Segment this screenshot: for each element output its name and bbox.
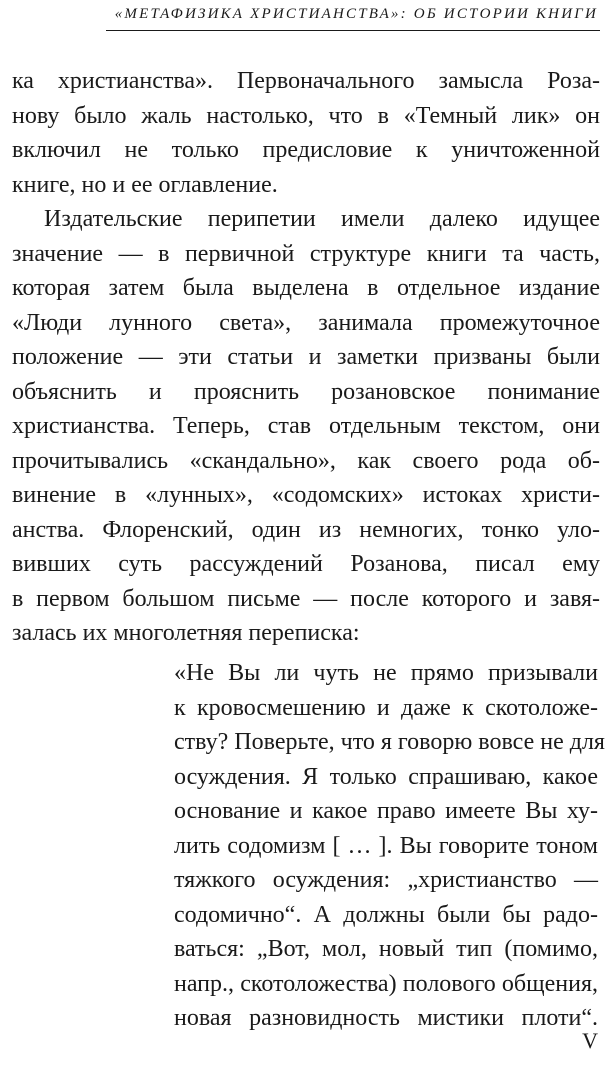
quote-line: лить содомизм [ … ]. Вы говорите тоном <box>174 832 598 859</box>
text-line: включил не только предисловие к уничтоженной <box>12 137 600 163</box>
text-line: христианства. Теперь, став отдельным текстом, они <box>12 413 600 439</box>
text-line: которая затем была выделена в отдельное издание <box>12 275 600 301</box>
quote-line: содомично“. А должны были бы радо- <box>174 901 598 928</box>
text-line: объяснить и прояснить розановское понимание <box>12 378 600 405</box>
header-rule <box>106 30 600 31</box>
quote-line: ству? Поверьте, что я говорю вовсе не для <box>174 729 605 755</box>
text-line: в первом большом письме — после которого и завя- <box>12 585 600 612</box>
quote-line: «Не Вы ли чуть не прямо призывали <box>174 660 598 686</box>
text-line: «Люди лунного света», занимала промежуточное <box>12 309 600 336</box>
text-line: прочитывались «скандально», как своего рода об- <box>12 447 600 474</box>
text-line: вивших суть рассуждений Розанова, писал ему <box>12 551 600 577</box>
quote-line: к кровосмешению и даже к скотоложе- <box>174 694 598 721</box>
block-quote <box>174 656 605 1036</box>
text-line: положение — эти статьи и заметки призваны были <box>12 344 600 370</box>
text-line: Издательские перипетии имели далеко идущее <box>44 206 600 232</box>
text-line: нову было жаль настолько, что в «Темный лик» он <box>12 102 600 129</box>
text-line: значение — в первичной структуре книги та часть, <box>12 240 600 267</box>
quote-line: новая разновидность мистики плоти“. <box>174 1005 598 1031</box>
quote-line: тяжкого осуждения: „христианство — <box>174 867 598 893</box>
page-number: V <box>582 1028 598 1053</box>
quote-line: осуждения. Я только спрашиваю, какое <box>174 763 598 790</box>
text-line: анства. Флоренский, один из немногих, тонко уло- <box>12 516 600 543</box>
quote-line: ваться: „Вот, мол, новый тип (помимо, <box>174 936 598 962</box>
quote-line: основание и какое право имеете Вы ху- <box>174 798 598 824</box>
text-line: залась их многолетняя переписка: <box>12 620 360 646</box>
text-line: винение в «лунных», «содомских» истоках христи- <box>12 482 600 508</box>
text-line: книге, но и ее оглавление. <box>12 171 278 198</box>
text-line: ка христианства». Первоначального замысла Роза- <box>12 68 600 94</box>
running-head: «МЕТАФИЗИКА ХРИСТИАНСТВА»: ОБ ИСТОРИИ КНИГИ <box>114 6 598 22</box>
quote-line: напр., скотоложества) полового общения, <box>174 970 598 997</box>
main-text <box>12 64 600 651</box>
